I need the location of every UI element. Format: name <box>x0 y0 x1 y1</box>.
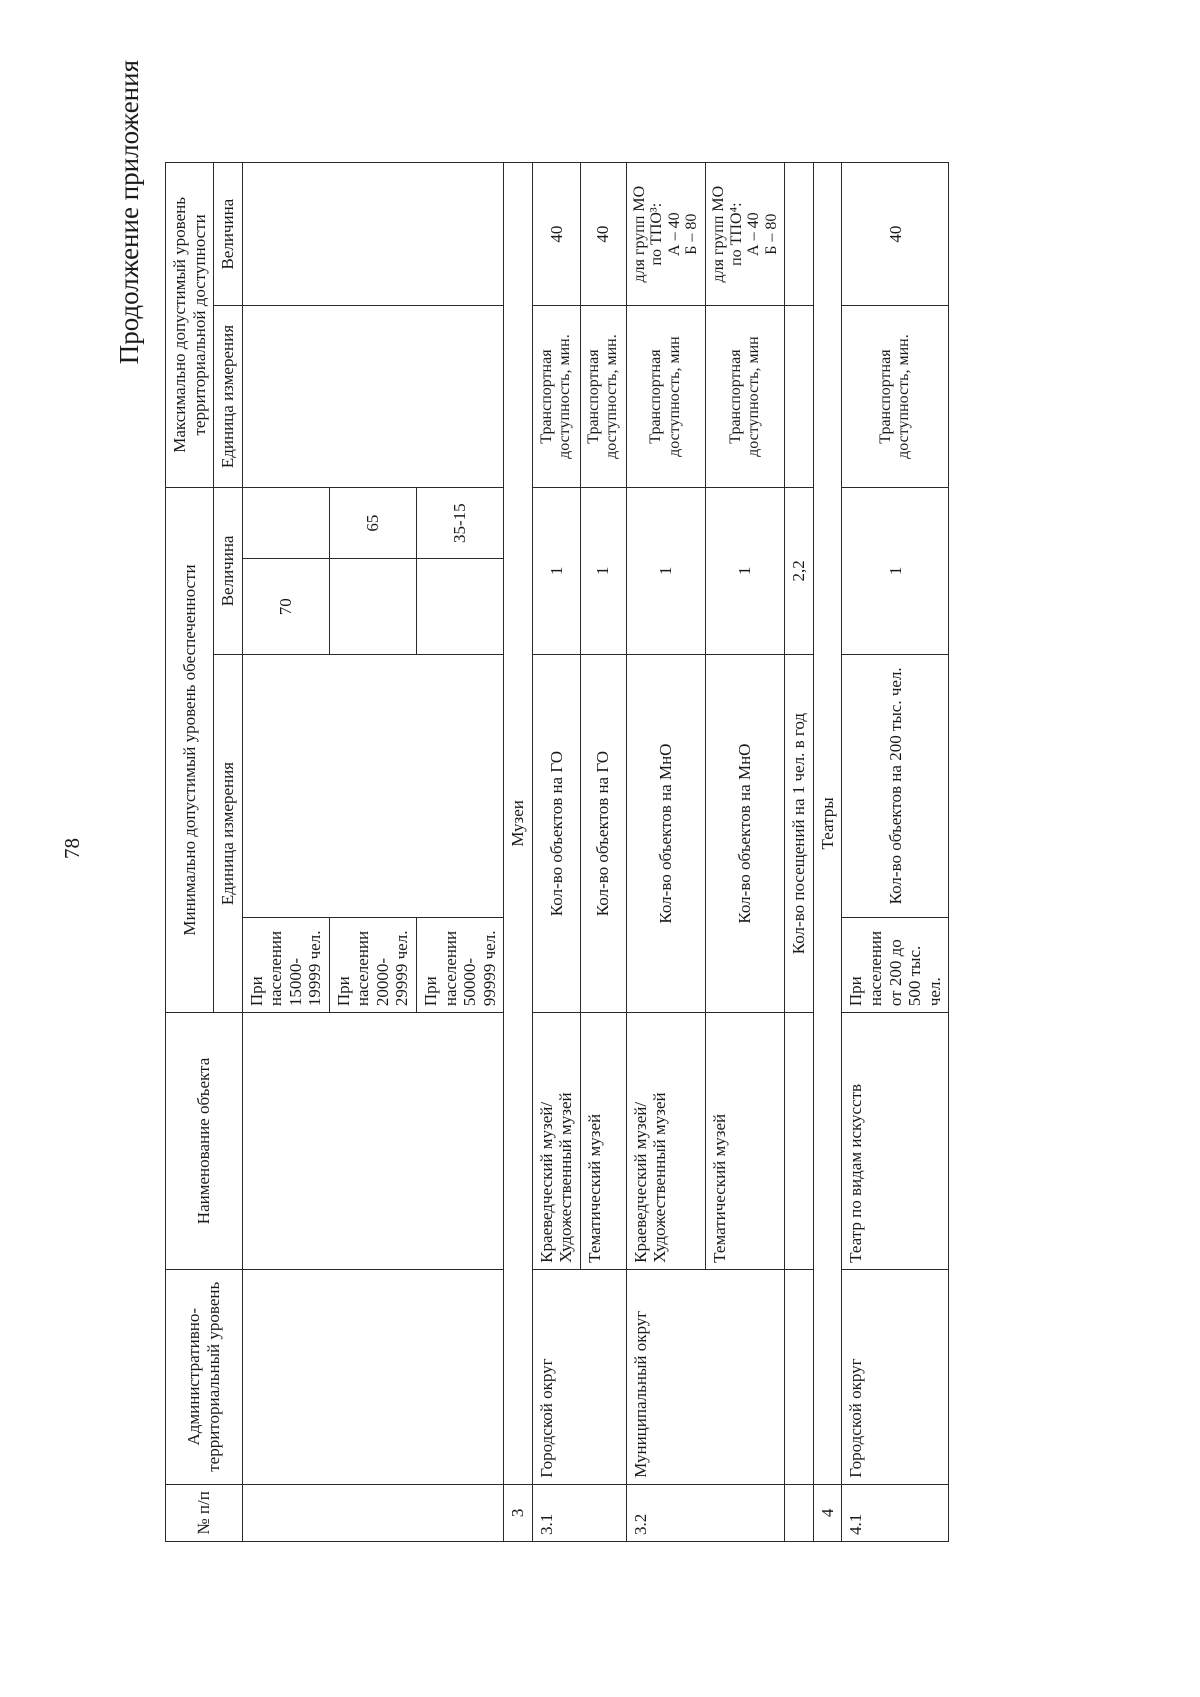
group-note-line: для групп МО <box>630 185 648 283</box>
admin-level: Городской округ <box>842 1269 949 1484</box>
section-num: 4 <box>813 1484 842 1541</box>
empty-cell <box>242 1484 504 1541</box>
header-max-value: Величина <box>214 163 243 306</box>
empty-cell <box>242 306 504 487</box>
min-unit: Кол-во объектов на МнО <box>626 655 705 1013</box>
header-row-1 <box>166 163 214 1542</box>
empty-cell <box>785 1269 814 1484</box>
max-value: 40 <box>842 163 949 306</box>
object-name: Театр по видам искусств <box>842 1013 949 1270</box>
empty-cell <box>785 306 814 487</box>
group-note-line: для групп МО <box>710 185 727 283</box>
min-value: 1 <box>580 487 626 654</box>
group-note-line: по ТПО⁴: <box>727 202 745 266</box>
min-value: 1 <box>842 487 949 654</box>
population-value: 70 <box>242 559 329 655</box>
max-unit: Транспортная доступность, мин. <box>842 306 949 487</box>
row-num: 3.2 <box>626 1484 785 1541</box>
max-unit: Транспортная доступность, мин. <box>532 306 580 487</box>
max-value-groups <box>626 163 705 306</box>
empty-cell <box>329 559 416 655</box>
min-unit: Кол-во объектов на МнО <box>706 655 785 1013</box>
group-note-line: Б – 80 <box>762 213 780 255</box>
header-num: № п/п <box>166 1484 243 1541</box>
header-min-level: Минимально допустимый уровень обеспеченности <box>166 487 214 1012</box>
empty-cell <box>242 487 329 559</box>
header-max-level: Максимально допустимый уровень территориальной доступности <box>166 163 214 488</box>
min-value: 2,2 <box>785 487 814 654</box>
row-num: 4.1 <box>842 1484 949 1541</box>
population-value: 35-15 <box>417 487 504 559</box>
header-object-name: Наименование объекта <box>166 1013 243 1270</box>
min-unit: Кол-во объектов на ГО <box>532 655 580 1013</box>
empty-cell <box>242 1269 504 1484</box>
min-value: 1 <box>532 487 580 654</box>
population-row <box>242 163 329 1542</box>
table-row <box>842 163 949 1542</box>
population-unit: При населении 20000-29999 чел. <box>329 917 416 1013</box>
group-note-line: Б – 80 <box>683 213 701 255</box>
header-admin-level: Административно-территориальный уровень <box>166 1269 243 1484</box>
object-name: Краеведческий музей/ Художественный музей <box>626 1013 705 1270</box>
header-max-unit: Единица измерения <box>214 306 243 487</box>
group-note-line: А – 40 <box>665 212 683 256</box>
empty-cell <box>785 163 814 306</box>
page-header <box>60 0 144 1697</box>
section-title: Музеи <box>504 163 533 1485</box>
population-unit: При населении 15000-19999 чел. <box>242 917 329 1013</box>
object-name: Краеведческий музей/ Художественный музей <box>532 1013 580 1270</box>
row-num: 3.1 <box>532 1484 626 1541</box>
header-min-unit: Единица измерения <box>214 655 243 1013</box>
population-unit: При населении от 200 до 500 тыс. чел. <box>842 917 949 1013</box>
section-museums-row <box>504 163 533 1542</box>
header-min-value: Величина <box>214 487 243 654</box>
section-num: 3 <box>504 1484 533 1541</box>
object-name: Тематический музей <box>580 1013 626 1270</box>
max-value-groups <box>706 163 785 306</box>
admin-level: Городской округ <box>532 1269 626 1484</box>
max-value: 40 <box>580 163 626 306</box>
empty-cell <box>785 1484 814 1541</box>
min-value: 1 <box>626 487 705 654</box>
max-unit: Транспортная доступность, мин. <box>580 306 626 487</box>
empty-cell <box>242 655 504 918</box>
group-note-line: А – 40 <box>745 212 763 256</box>
max-unit: Транспортная доступность, мин <box>706 306 785 487</box>
population-value: 65 <box>329 487 416 559</box>
max-value: 40 <box>532 163 580 306</box>
admin-level: Муниципальный округ <box>626 1269 785 1484</box>
min-unit: Кол-во объектов на 200 тыс. чел. <box>842 655 949 918</box>
empty-cell <box>417 559 504 655</box>
table-row <box>532 163 580 1542</box>
table-row <box>626 163 705 1542</box>
population-unit: При населении 50000-99999 чел. <box>417 917 504 1013</box>
continuation-note: Продолжение приложения <box>114 60 144 365</box>
empty-cell <box>785 1013 814 1270</box>
section-title: Театры <box>813 163 842 1485</box>
object-name: Тематический музей <box>706 1013 785 1270</box>
page-number: 78 <box>60 838 84 859</box>
section-theatres-row <box>813 163 842 1542</box>
table-row <box>785 163 814 1542</box>
group-note-line: по ТПО³: <box>648 202 666 266</box>
min-unit: Кол-во посещений на 1 чел. в год <box>785 655 814 1013</box>
max-unit: Транспортная доступность, мин <box>626 306 705 487</box>
min-value: 1 <box>706 487 785 654</box>
norms-table <box>165 162 949 1542</box>
empty-cell <box>242 163 504 306</box>
min-unit: Кол-во объектов на ГО <box>580 655 626 1013</box>
empty-cell <box>242 1013 504 1270</box>
